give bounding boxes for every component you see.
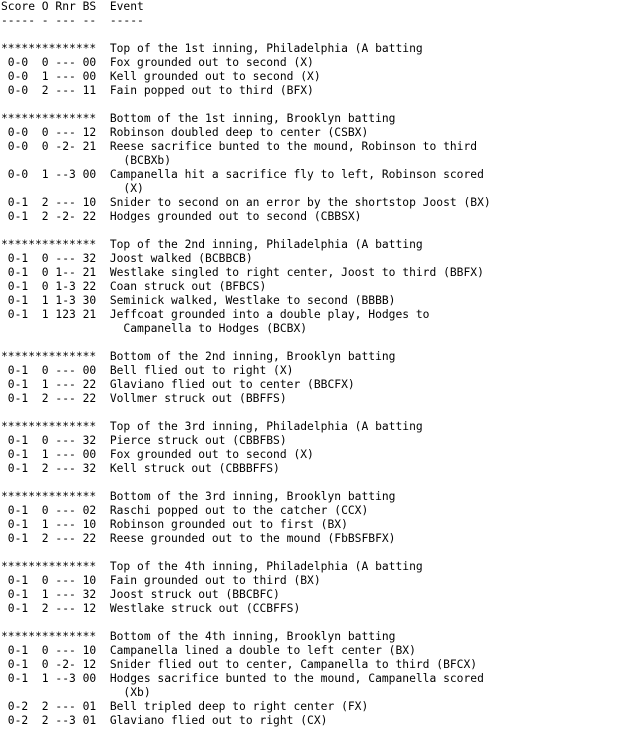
event-line: 0-2 2 --- 01 Bell tripled deep to right center (FX) (1, 700, 369, 713)
event-line: 0-1 0 -2- 12 Snider flied out to center, Campanella to third (BFCX) (1, 658, 478, 671)
event-line: 0-1 1 123 21 Jeffcoat grounded into a double play, Hodges to (1, 308, 430, 321)
event-line: 0-1 1 --- 00 Fox grounded out to second (X) (1, 448, 314, 461)
blank-line (1, 28, 628, 42)
event-line: 0-0 0 --- 00 Fox grounded out to second (X) (1, 56, 314, 69)
event-line: 0-1 1 --3 00 Hodges sacrifice bunted to the mound, Campanella scored (1, 672, 484, 685)
blank-line (1, 336, 628, 350)
inning-header: ************** Top of the 2nd inning, Philadelphia (A batting (1, 238, 423, 251)
column-header: Score O Rnr BS Event (1, 0, 144, 13)
event-line: 0-1 1 --- 32 Joost struck out (BBCBFC) (1, 588, 280, 601)
inning-header: ************** Top of the 4th inning, Philadelphia (A batting (1, 560, 423, 573)
event-continuation: (BCBXb) (1, 154, 172, 167)
event-line: 0-1 1 1-3 30 Seminick walked, Westlake to second (BBBB) (1, 294, 396, 307)
blank-line (1, 546, 628, 560)
event-line: 0-0 1 --- 00 Kell grounded out to second (X) (1, 70, 321, 83)
event-line: 0-2 2 --3 01 Glaviano flied out to right (CX) (1, 714, 328, 727)
event-line: 0-1 2 --- 22 Reese grounded out to the mound (FbBSFBFX) (1, 532, 396, 545)
inning-header: ************** Bottom of the 4th inning, Brooklyn batting (1, 630, 396, 643)
event-line: 0-1 1 --- 10 Robinson grounded out to first (BX) (1, 518, 348, 531)
event-line: 0-1 0 --- 32 Joost walked (BCBBCB) (1, 252, 253, 265)
event-line: 0-0 0 --- 12 Robinson doubled deep to center (CSBX) (1, 126, 369, 139)
event-line: 0-0 2 --- 11 Fain popped out to third (BFX) (1, 84, 314, 97)
event-continuation: (Xb) (1, 686, 151, 699)
event-line: 0-1 1 --- 22 Glaviano flied out to center (BBCFX) (1, 378, 355, 391)
blank-line (1, 476, 628, 490)
event-line: 0-1 0 --- 32 Pierce struck out (CBBFBS) (1, 434, 287, 447)
blank-line (1, 98, 628, 112)
event-continuation: (X) (1, 182, 144, 195)
event-line: 0-1 0 --- 02 Raschi popped out to the catcher (CCX) (1, 504, 369, 517)
event-line: 0-1 2 --- 10 Snider to second on an error by the shortstop Joost (BX) (1, 196, 491, 209)
event-line: 0-1 0 1-3 22 Coan struck out (BFBCS) (1, 280, 267, 293)
inning-header: ************** Bottom of the 3rd inning, Brooklyn batting (1, 490, 396, 503)
event-line: 0-1 2 --- 12 Westlake struck out (CCBFFS) (1, 602, 301, 615)
event-line: 0-1 0 --- 10 Fain grounded out to third (BX) (1, 574, 321, 587)
event-line: 0-1 2 -2- 22 Hodges grounded out to second (CBBSX) (1, 210, 362, 223)
event-line: 0-1 0 --- 00 Bell flied out to right (X) (1, 364, 294, 377)
event-line: 0-0 0 -2- 21 Reese sacrifice bunted to the mound, Robinson to third (1, 140, 478, 153)
blank-line (1, 406, 628, 420)
event-line: 0-1 0 1-- 21 Westlake singled to right center, Joost to third (BBFX) (1, 266, 484, 279)
event-line: 0-0 1 --3 00 Campanella hit a sacrifice fly to left, Robinson scored (1, 168, 484, 181)
event-line: 0-1 2 --- 22 Vollmer struck out (BBFFS) (1, 392, 287, 405)
blank-line (1, 224, 628, 238)
inning-header: ************** Bottom of the 1st inning, Brooklyn batting (1, 112, 396, 125)
inning-header: ************** Top of the 1st inning, Philadelphia (A batting (1, 42, 423, 55)
event-continuation: Campanella to Hodges (BCBX) (1, 322, 308, 335)
event-line: 0-1 2 --- 32 Kell struck out (CBBBFFS) (1, 462, 280, 475)
inning-header: ************** Bottom of the 2nd inning, Brooklyn batting (1, 350, 396, 363)
inning-header: ************** Top of the 3rd inning, Philadelphia (A batting (1, 420, 423, 433)
column-header-underline: ----- - --- -- ----- (1, 14, 144, 27)
event-line: 0-1 0 --- 10 Campanella lined a double to left center (BX) (1, 644, 416, 657)
blank-line (1, 616, 628, 630)
